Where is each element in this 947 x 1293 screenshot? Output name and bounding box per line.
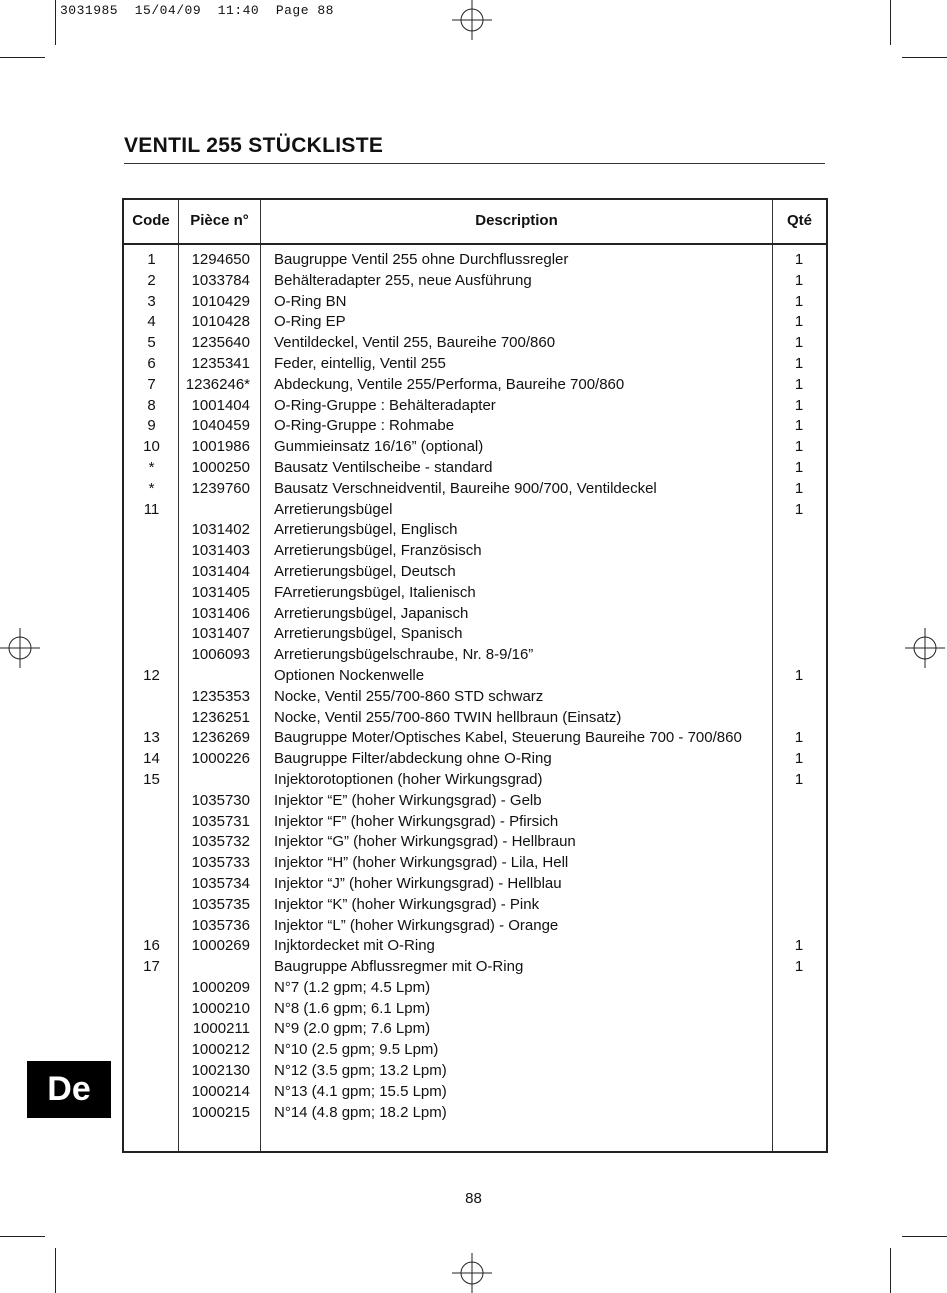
row-part-number: 1031406 <box>191 604 250 622</box>
row-part-number: 1000269 <box>191 937 250 955</box>
crop-mark <box>890 1248 891 1293</box>
row-part-number: 1031405 <box>191 583 250 601</box>
row-description: N°12 (3.5 gpm; 13.2 Lpm) <box>274 1062 447 1080</box>
row-part-number: 1035730 <box>191 791 250 809</box>
parts-table <box>122 198 828 1153</box>
registration-mark-bottom <box>452 1253 492 1293</box>
table-row <box>124 437 826 458</box>
table-row <box>124 479 826 500</box>
row-qty: 1 <box>794 396 804 414</box>
row-qty: 1 <box>794 354 804 372</box>
row-code: 5 <box>147 334 156 352</box>
row-description: Arretierungsbügel, Japanisch <box>274 604 469 622</box>
row-code: * <box>148 458 155 476</box>
table-row <box>124 770 826 791</box>
row-description: Behälteradapter 255, neue Ausführung <box>274 271 532 289</box>
row-qty: 1 <box>794 750 804 768</box>
row-part-number: 1000210 <box>191 999 250 1017</box>
row-description: Injektor “K” (hoher Wirkungsgrad) - Pink <box>274 895 540 913</box>
row-description: Optionen Nockenwelle <box>274 666 425 684</box>
row-description: Injektor “J” (hoher Wirkungsgrad) - Hellblau <box>274 874 562 892</box>
row-description: N°7 (1.2 gpm; 4.5 Lpm) <box>274 978 431 996</box>
row-part-number: 1001986 <box>191 438 250 456</box>
table-row <box>124 375 826 396</box>
row-code: 17 <box>143 958 160 976</box>
row-qty: 1 <box>794 666 804 684</box>
row-description: N°14 (4.8 gpm; 18.2 Lpm) <box>274 1103 447 1121</box>
row-qty: 1 <box>794 958 804 976</box>
table-row <box>124 312 826 333</box>
row-description: Baugruppe Ventil 255 ohne Durchflussregler <box>274 251 569 268</box>
table-row <box>124 562 826 583</box>
table-row <box>124 791 826 812</box>
row-part-number: 1294650 <box>191 251 250 268</box>
row-part-number: 1000215 <box>191 1103 250 1121</box>
crop-mark <box>0 1236 45 1237</box>
row-part-number: 1035732 <box>191 833 250 851</box>
crop-mark <box>0 57 45 58</box>
table-row <box>124 957 826 978</box>
table-row <box>124 333 826 354</box>
row-code: 15 <box>143 770 160 788</box>
table-row <box>124 708 826 729</box>
row-description: Injektor “E” (hoher Wirkungsgrad) - Gelb <box>274 791 542 809</box>
row-part-number: 1031404 <box>191 562 250 580</box>
row-description: Injektor “G” (hoher Wirkungsgrad) - Hellbraun <box>274 833 576 851</box>
row-code: 12 <box>143 666 160 684</box>
row-qty: 1 <box>794 479 804 497</box>
row-description: Gummieinsatz 16/16” (optional) <box>274 438 484 456</box>
row-qty: 1 <box>794 292 804 310</box>
table-row <box>124 604 826 625</box>
crop-mark <box>890 0 891 45</box>
table-row <box>124 895 826 916</box>
table-row <box>124 396 826 417</box>
row-description: O-Ring BN <box>274 292 347 310</box>
row-part-number: 1000214 <box>191 1082 250 1100</box>
row-part-number: 1031403 <box>191 542 250 560</box>
table-row <box>124 936 826 957</box>
header-code: Code <box>132 212 170 229</box>
row-part-number: 1010428 <box>191 313 250 331</box>
row-part-number: 1236269 <box>191 729 250 747</box>
row-qty: 1 <box>794 417 804 435</box>
header-rule <box>124 243 826 245</box>
row-description: Arretierungsbügel, Englisch <box>274 521 458 539</box>
row-description: N°10 (2.5 gpm; 9.5 Lpm) <box>274 1041 439 1059</box>
row-part-number: 1236251 <box>191 708 250 726</box>
table-row <box>124 749 826 770</box>
row-code: 7 <box>147 375 156 393</box>
table-row <box>124 250 826 271</box>
row-part-number: 1000226 <box>191 750 250 768</box>
table-row <box>124 416 826 437</box>
row-part-number: 1031402 <box>191 521 250 539</box>
row-description: Injektor “L” (hoher Wirkungsgrad) - Orange <box>274 916 559 934</box>
page-number: 88 <box>465 1190 482 1207</box>
row-description: O-Ring-Gruppe : Rohmabe <box>274 417 455 435</box>
table-row <box>124 645 826 666</box>
row-part-number: 1000211 <box>192 1020 250 1038</box>
row-code: 4 <box>147 313 156 331</box>
row-description: Arretierungsbügelschraube, Nr. 8-9/16” <box>274 646 534 664</box>
header-description: Description <box>475 212 558 229</box>
row-part-number: 1236246* <box>185 375 250 393</box>
table-row <box>124 916 826 937</box>
table-row <box>124 1061 826 1082</box>
table-row <box>124 853 826 874</box>
language-tab: De <box>27 1061 111 1118</box>
row-part-number: 1040459 <box>191 417 250 435</box>
row-code: 13 <box>143 729 160 747</box>
printer-slug: 3031985 15/04/09 11:40 Page 88 <box>60 3 334 18</box>
row-code: * <box>148 479 155 497</box>
row-code: 2 <box>147 271 156 289</box>
row-code: 14 <box>143 750 160 768</box>
table-row <box>124 520 826 541</box>
row-description: N°13 (4.1 gpm; 15.5 Lpm) <box>274 1082 447 1100</box>
header-part: Pièce n° <box>190 212 249 229</box>
row-qty: 1 <box>794 937 804 955</box>
table-row <box>124 687 826 708</box>
row-part-number: 1235640 <box>191 334 250 352</box>
header-qty: Qté <box>786 212 812 229</box>
registration-mark-left <box>0 628 40 668</box>
row-part-number: 1000250 <box>191 458 250 476</box>
row-qty: 1 <box>794 271 804 289</box>
table-row <box>124 541 826 562</box>
row-part-number: 1035736 <box>191 916 250 934</box>
crop-mark <box>55 1248 56 1293</box>
row-description: Baugruppe Filter/abdeckung ohne O-Ring <box>274 750 552 768</box>
row-qty: 1 <box>794 251 804 268</box>
row-part-number: 1239760 <box>191 479 250 497</box>
table-row <box>124 978 826 999</box>
table-row <box>124 832 826 853</box>
row-description: Arretierungsbügel, Deutsch <box>274 562 456 580</box>
row-qty: 1 <box>794 770 804 788</box>
row-qty: 1 <box>794 375 804 393</box>
table-row <box>124 583 826 604</box>
table-row <box>124 812 826 833</box>
row-qty: 1 <box>794 313 804 331</box>
table-row <box>124 999 826 1020</box>
table-row <box>124 1019 826 1040</box>
row-part-number: 1035733 <box>191 854 250 872</box>
row-description: Injektor “F” (hoher Wirkungsgrad) - Pfirsich <box>274 812 559 830</box>
row-part-number: 1033784 <box>191 271 250 289</box>
table-row <box>124 728 826 749</box>
row-qty: 1 <box>794 500 804 518</box>
row-description: Arretierungsbügel, Französisch <box>274 542 482 560</box>
row-code: 16 <box>143 937 160 955</box>
row-code: 8 <box>147 396 156 414</box>
row-part-number: 1235341 <box>191 354 250 372</box>
row-code: 3 <box>147 292 156 310</box>
table-row <box>124 271 826 292</box>
row-code: 10 <box>143 438 160 456</box>
table-row <box>124 1040 826 1061</box>
row-part-number: 1035735 <box>191 895 250 913</box>
table-body <box>124 250 826 1123</box>
row-description: N°9 (2.0 gpm; 7.6 Lpm) <box>274 1020 431 1038</box>
row-part-number: 1035734 <box>191 874 250 892</box>
registration-mark-top <box>452 0 492 40</box>
row-code: 1 <box>147 251 156 268</box>
table-row <box>124 500 826 521</box>
row-qty: 1 <box>794 458 804 476</box>
page-title: VENTIL 255 STÜCKLISTE <box>124 134 384 157</box>
crop-mark <box>55 0 56 45</box>
row-part-number: 1035731 <box>191 812 250 830</box>
row-description: FArretierungsbügel, Italienisch <box>274 583 476 601</box>
row-part-number: 1031407 <box>191 625 250 643</box>
row-description: Bausatz Ventilscheibe - standard <box>274 458 493 476</box>
row-description: Injktordecket mit O-Ring <box>274 937 435 955</box>
title-rule <box>124 163 825 164</box>
registration-mark-right <box>905 628 945 668</box>
row-description: Nocke, Ventil 255/700-860 STD schwarz <box>274 687 544 705</box>
row-code: 11 <box>143 500 160 518</box>
row-description: Injektorotoptionen (hoher Wirkungsgrad) <box>274 770 543 788</box>
crop-mark <box>902 1236 947 1237</box>
row-description: O-Ring EP <box>274 313 346 331</box>
row-qty: 1 <box>794 334 804 352</box>
table-row <box>124 666 826 687</box>
table-row <box>124 624 826 645</box>
table-row <box>124 1082 826 1103</box>
row-code: 6 <box>147 354 156 372</box>
row-qty: 1 <box>794 438 804 456</box>
crop-mark <box>902 57 947 58</box>
row-description: Nocke, Ventil 255/700-860 TWIN hellbraun (Einsatz) <box>274 708 622 726</box>
row-description: Ventildeckel, Ventil 255, Baureihe 700/860 <box>274 334 556 352</box>
row-description: Arretierungsbügel, Spanisch <box>274 625 463 643</box>
row-description: N°8 (1.6 gpm; 6.1 Lpm) <box>274 999 431 1017</box>
row-description: O-Ring-Gruppe : Behälteradapter <box>274 396 496 414</box>
table-row <box>124 1103 826 1124</box>
row-description: Injektor “H” (hoher Wirkungsgrad) - Lila, Hell <box>274 854 569 872</box>
table-row <box>124 458 826 479</box>
table-row <box>124 874 826 895</box>
row-part-number: 1001404 <box>191 396 250 414</box>
table-row <box>124 292 826 313</box>
row-description: Arretierungsbügel <box>274 500 393 518</box>
row-description: Baugruppe Moter/Optisches Kabel, Steuerung Baureihe 700 - 700/860 <box>274 729 742 747</box>
table-row <box>124 354 826 375</box>
row-part-number: 1010429 <box>191 292 250 310</box>
row-description: Abdeckung, Ventile 255/Performa, Baureihe 700/860 <box>274 375 625 393</box>
row-description: Feder, eintellig, Ventil 255 <box>274 354 446 372</box>
row-part-number: 1000209 <box>191 978 250 996</box>
row-part-number: 1002130 <box>191 1062 250 1080</box>
row-description: Bausatz Verschneidventil, Baureihe 900/700, Ventildeckel <box>274 479 657 497</box>
row-part-number: 1000212 <box>191 1041 250 1059</box>
row-description: Baugruppe Abflussregmer mit O-Ring <box>274 958 524 976</box>
row-code: 9 <box>147 417 156 435</box>
row-part-number: 1006093 <box>191 646 250 664</box>
row-part-number: 1235353 <box>191 687 250 705</box>
row-qty: 1 <box>794 729 804 747</box>
